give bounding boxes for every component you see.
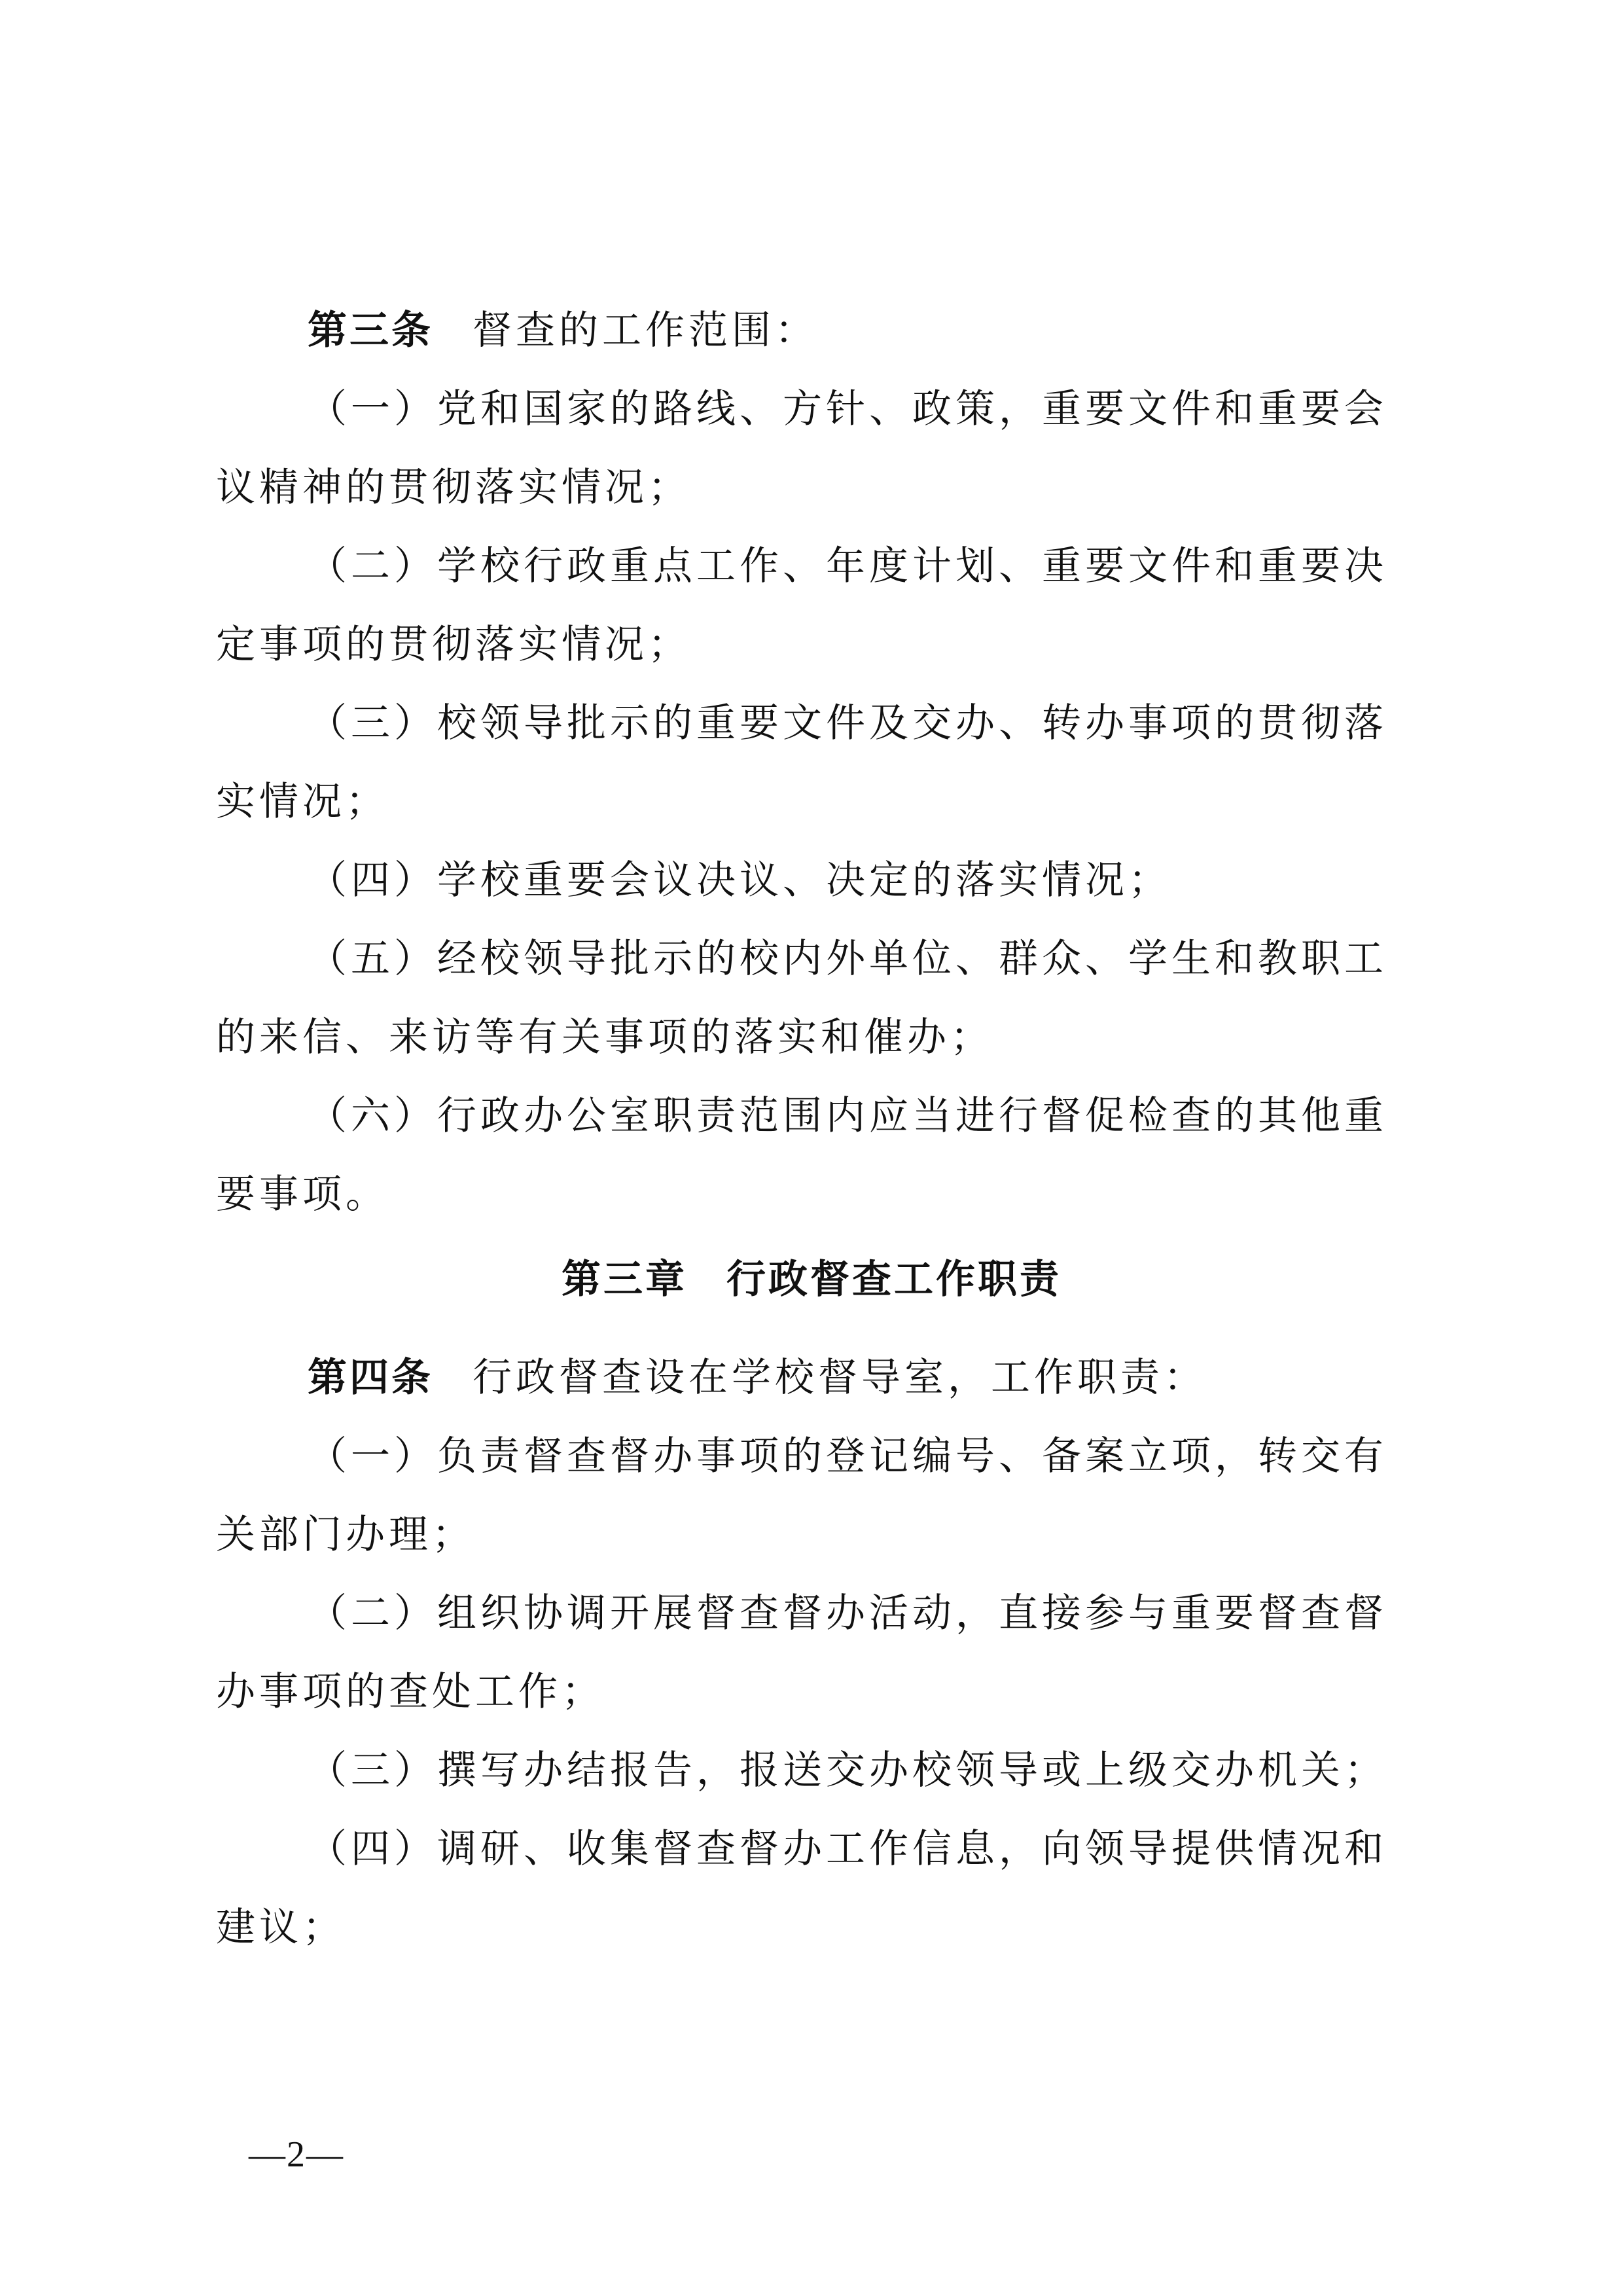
article-4-item-4: （四）调研、收集督查督办工作信息，向领导提供情况和建议； bbox=[216, 1826, 1387, 1950]
article-3-text: 督查的工作范围： bbox=[473, 308, 818, 353]
article-3-item-1: （一）党和国家的路线、方针、政策，重要文件和重要会议精神的贯彻落实情况； bbox=[216, 386, 1387, 511]
article-4-item-2: （二）组织协调开展督查督办活动，直接参与重要督查督办事项的查处工作； bbox=[216, 1590, 1387, 1715]
article-4-label: 第四条 bbox=[308, 1355, 433, 1401]
article-4-item-3: （三）撰写办结报告，报送交办校领导或上级交办机关； bbox=[308, 1748, 1387, 1793]
article-3-item-4: （四）学校重要会议决议、决定的落实情况； bbox=[308, 857, 1171, 903]
article-4-text: 行政督查设在学校督导室，工作职责： bbox=[473, 1355, 1207, 1401]
article-4-item-1: （一）负责督查督办事项的登记编号、备案立项，转交有关部门办理； bbox=[216, 1433, 1387, 1558]
article-4-heading bbox=[216, 1338, 1420, 1417]
page-number: —2— bbox=[249, 2134, 344, 2175]
article-3-item-6: （六）行政办公室职责范围内应当进行督促检查的其他重要事项。 bbox=[216, 1093, 1387, 1217]
article-3-label: 第三条 bbox=[308, 308, 433, 353]
chapter-3-number: 第三章 bbox=[562, 1257, 687, 1302]
chapter-3-title bbox=[0, 1247, 1623, 1312]
chapter-3-name: 行政督查工作职责 bbox=[726, 1257, 1061, 1302]
article-3-item-2: （二）学校行政重点工作、年度计划、重要文件和重要决定事项的贯彻落实情况； bbox=[216, 543, 1387, 668]
article-3-heading bbox=[216, 291, 1420, 370]
article-3-item-3: （三）校领导批示的重要文件及交办、转办事项的贯彻落实情况； bbox=[216, 700, 1387, 825]
article-3-item-5: （五）经校领导批示的校内外单位、群众、学生和教职工的来信、来访等有关事项的落实和催办； bbox=[216, 936, 1387, 1060]
